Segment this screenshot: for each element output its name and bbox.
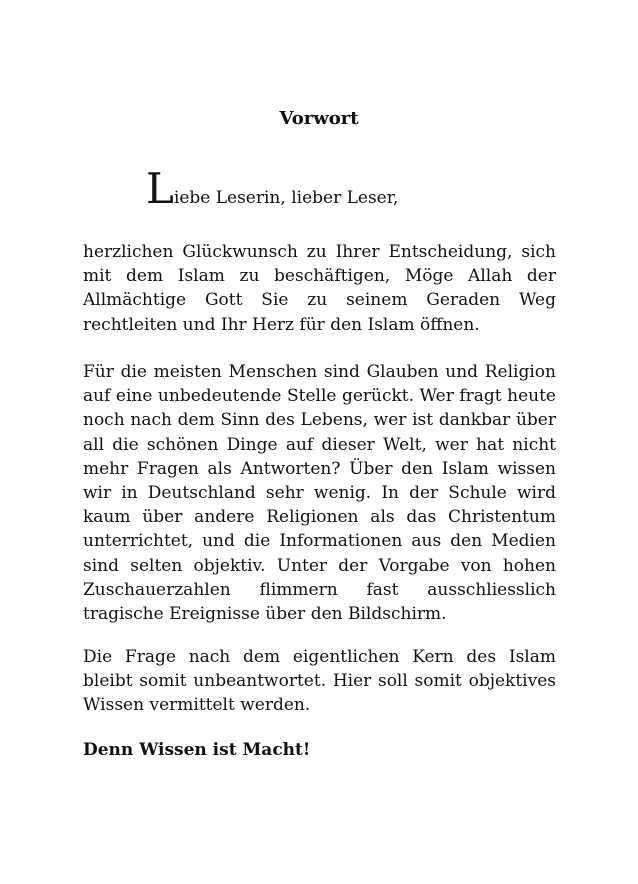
paragraph-objective-knowledge: Die Frage nach dem eigentlichen Kern des Islam bleibt somit unbeantwortet. Hier soll somit objektives Wissen vermittelt werden. [83, 647, 556, 716]
paragraph-congratulations: herzlichen Glückwunsch zu Ihrer Entscheidung, sich mit dem Islam zu beschäftigen, Möge Allah der Allmächtige Gott Sie zu seinem Geraden Weg rechtleiten und Ihr Herz für den Islam öffnen. [83, 242, 556, 335]
closing-statement: Denn Wissen ist Macht! [83, 740, 311, 760]
salutation-text: iebe Leserin, lieber Leser, [173, 188, 399, 208]
drop-cap-letter: L [146, 164, 174, 213]
page-title: Vorwort [279, 108, 359, 129]
salutation [146, 164, 399, 213]
paragraph-religion-in-society: Für die meisten Menschen sind Glauben und Religion auf eine unbedeutende Stelle gerückt. Wer fragt heute noch nach dem Sinn des Lebens, wer ist dankbar über all die schönen Dinge auf dieser Welt, wer hat nicht mehr Fragen als Antworten? Über den Islam wissen wir in Deutschland sehr wenig. In der Schule wird kaum über andere Religionen als das Christentum unterrichtet, und die Informationen aus den Medien sind selten objektiv. Unter der Vorgabe von hohen Zuschauerzahlen flimmern fast ausschliesslich tragische Ereignisse über den Bildschirm. [83, 362, 556, 625]
